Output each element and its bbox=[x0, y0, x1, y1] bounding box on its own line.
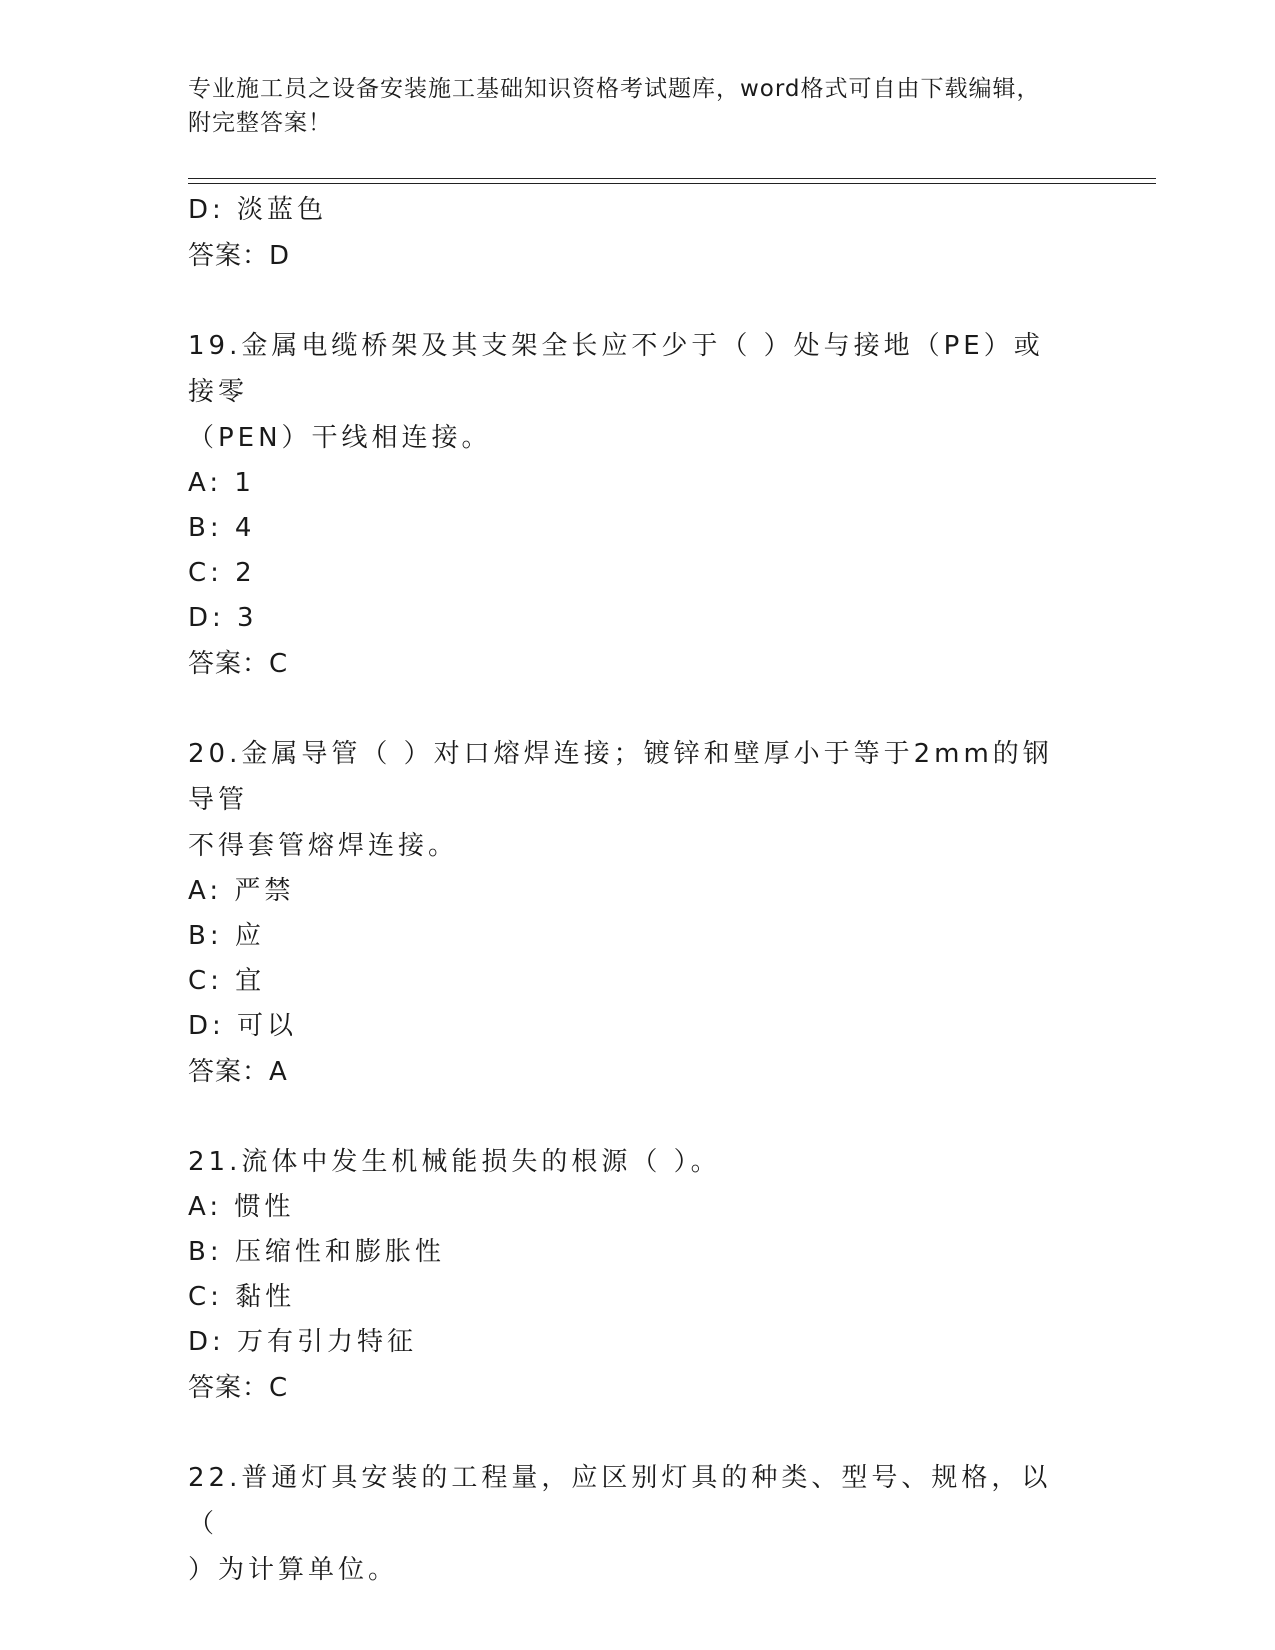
question-20 bbox=[188, 731, 1088, 1095]
question-22-line-1: 22.普通灯具安装的工程量，应区别灯具的种类、型号、规格，以（ bbox=[188, 1463, 1052, 1539]
prev-answer: 答案：D bbox=[188, 241, 291, 271]
question-21-option-a: A: 惯性 bbox=[188, 1192, 295, 1222]
question-19 bbox=[188, 323, 1088, 687]
question-19-answer: 答案：C bbox=[188, 649, 289, 679]
spacer bbox=[188, 687, 1088, 731]
spacer bbox=[188, 279, 1088, 323]
question-19-option-b: B: 4 bbox=[188, 513, 256, 543]
question-21-option-c: C: 黏性 bbox=[188, 1282, 296, 1312]
question-20-option-d: D: 可以 bbox=[188, 1011, 298, 1041]
question-20-option-c: C: 宜 bbox=[188, 966, 266, 996]
question-22-line-2: ）为计算单位。 bbox=[188, 1555, 399, 1585]
question-21-option-d: D: 万有引力特征 bbox=[188, 1327, 418, 1357]
prev-option-d: D: 淡蓝色 bbox=[188, 195, 328, 225]
question-content bbox=[188, 188, 1088, 1593]
question-21-line-1: 21.流体中发生机械能损失的根源（ ）。 bbox=[188, 1147, 721, 1177]
spacer bbox=[188, 1095, 1088, 1139]
page-header bbox=[188, 72, 1068, 140]
question-20-line-2: 不得套管熔焊连接。 bbox=[188, 831, 459, 861]
question-20-option-a: A: 严禁 bbox=[188, 876, 295, 906]
question-19-option-c: C: 2 bbox=[188, 558, 256, 588]
question-21 bbox=[188, 1139, 1088, 1411]
header-line-1: 专业施工员之设备安装施工基础知识资格考试题库，word格式可自由下载编辑， bbox=[188, 76, 1041, 102]
question-19-line-2: （PEN）干线相连接。 bbox=[188, 423, 492, 453]
question-20-line-1: 20.金属导管（ ）对口熔焊连接；镀锌和壁厚小于等于2mm的钢导管 bbox=[188, 739, 1053, 815]
question-19-line-1: 19.金属电缆桥架及其支架全长应不少于（ ）处与接地（PE）或接零 bbox=[188, 331, 1044, 407]
spacer bbox=[188, 1411, 1088, 1455]
header-double-rule bbox=[188, 178, 1156, 184]
question-20-option-b: B: 应 bbox=[188, 921, 265, 951]
question-20-answer: 答案：A bbox=[188, 1057, 288, 1087]
question-22 bbox=[188, 1455, 1088, 1593]
question-19-option-d: D: 3 bbox=[188, 603, 258, 633]
question-19-option-a: A: 1 bbox=[188, 468, 255, 498]
header-line-2: 附完整答案！ bbox=[188, 110, 332, 136]
question-21-answer: 答案：C bbox=[188, 1373, 289, 1403]
question-21-option-b: B: 压缩性和膨胀性 bbox=[188, 1237, 445, 1267]
